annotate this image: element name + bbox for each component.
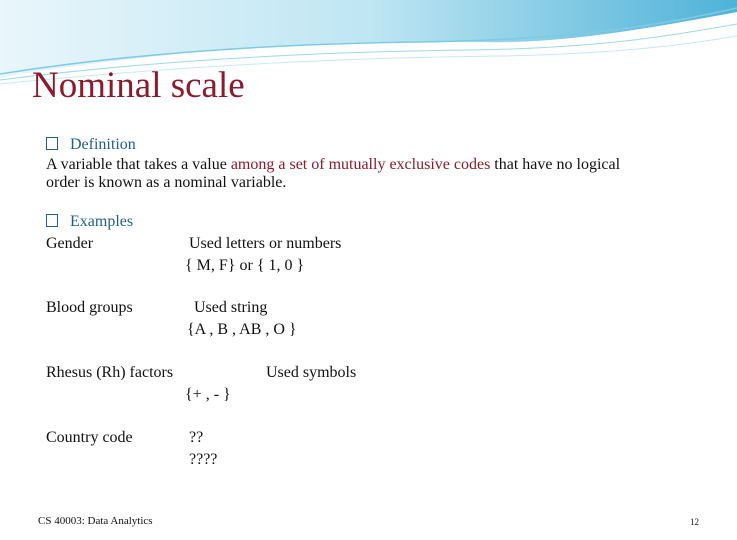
- example-label-gender: Gender: [46, 235, 94, 252]
- definition-heading: Definition: [70, 136, 136, 153]
- example-label-blood-groups: Blood groups: [46, 299, 133, 316]
- definition-text-post: that have no logical: [490, 156, 621, 173]
- bullet-icon: [46, 214, 58, 227]
- example-desc-country-code: ??: [189, 429, 204, 446]
- example-label-rhesus: Rhesus (Rh) factors: [46, 364, 174, 381]
- example-values-rhesus: {+ , - }: [185, 386, 231, 403]
- definition-line-2: order is known as a nominal variable.: [46, 174, 287, 191]
- example-desc-blood-groups: Used string: [194, 299, 268, 316]
- example-values-country-code: ????: [189, 451, 218, 468]
- definition-text-highlight: among a set of mutually exclusive codes: [230, 156, 491, 173]
- footer-page-number: 12: [690, 517, 699, 527]
- definition-heading-line: [46, 136, 136, 154]
- examples-heading: Examples: [70, 213, 134, 230]
- footer-course: CS 40003: Data Analytics: [38, 515, 153, 527]
- examples-heading-line: [46, 213, 133, 231]
- example-desc-gender: Used letters or numbers: [189, 235, 342, 252]
- definition-text-pre: A variable that takes a value: [46, 156, 231, 173]
- example-values-gender: { M, F} or { 1, 0 }: [185, 257, 305, 274]
- example-desc-rhesus: Used symbols: [266, 364, 357, 381]
- bullet-icon: [46, 137, 58, 150]
- example-values-blood-groups: {A , B , AB , O }: [187, 321, 297, 338]
- definition-line-1: [46, 156, 620, 174]
- slide-title: Nominal scale: [32, 65, 245, 106]
- example-label-country-code: Country code: [46, 429, 133, 446]
